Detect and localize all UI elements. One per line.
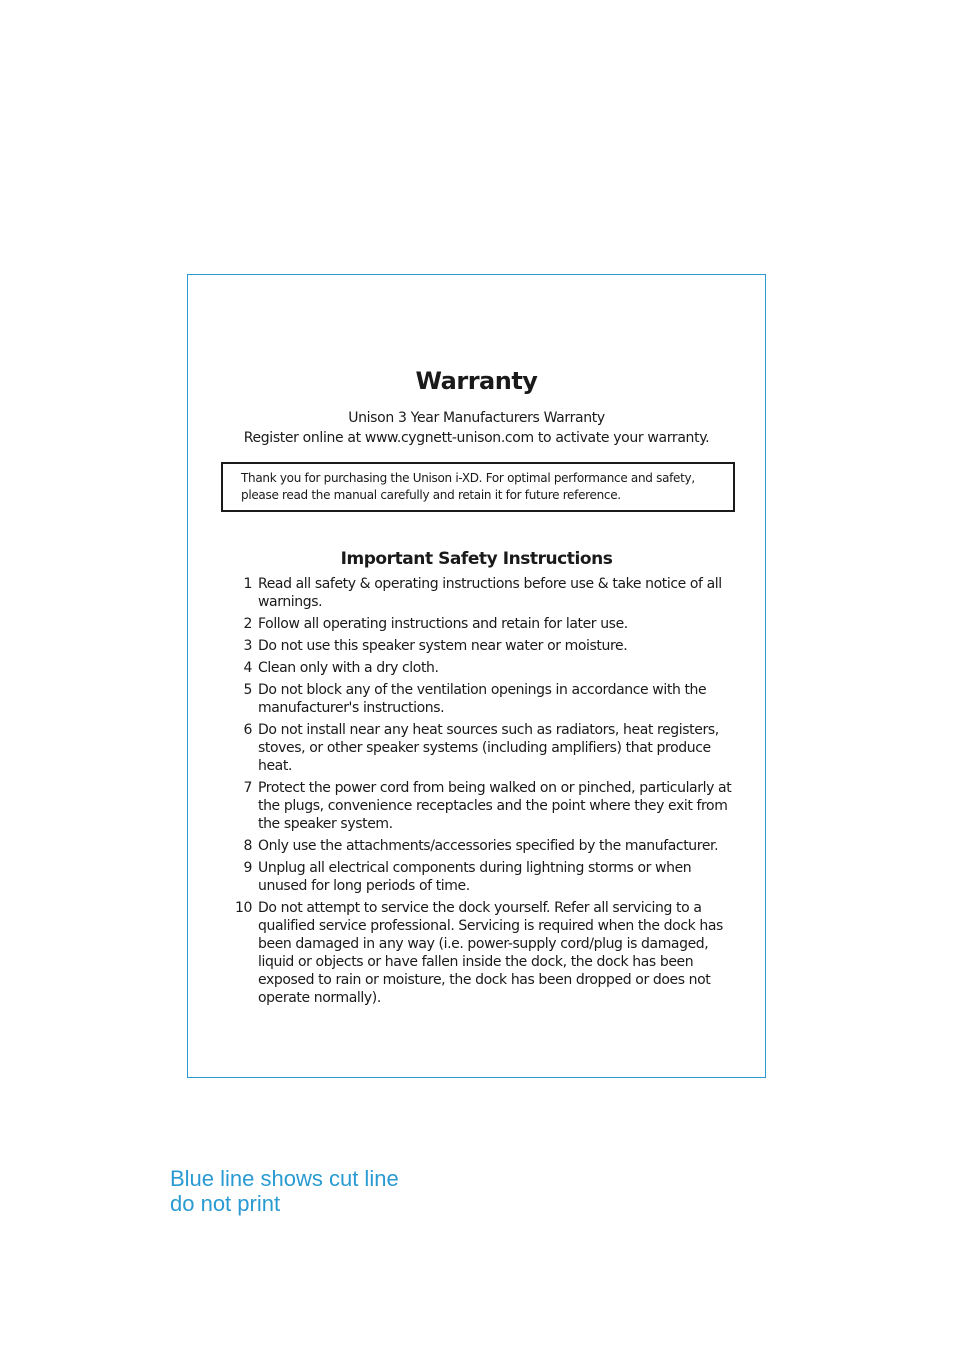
warranty-registration-line: Register online at www.cygnett-unison.com to activate your warranty. xyxy=(243,430,710,446)
list-item-text: Protect the power cord from being walked on or pinched, particularly at the plugs, convenience receptacles and the point where they exit from the speaker system. xyxy=(258,780,732,832)
list-item xyxy=(232,859,737,895)
warranty-subtitle-line-1: Unison 3 Year Manufacturers Warranty xyxy=(348,410,605,426)
list-item-text: Only use the attachments/accessories specified by the manufacturer. xyxy=(258,838,719,854)
list-item-text: Do not block any of the ventilation openings in accordance with the manufacturer's instructions. xyxy=(258,682,707,716)
list-item-text: Unplug all electrical components during lightning storms or when unused for long periods of time. xyxy=(258,860,692,894)
thank-you-notice: Thank you for purchasing the Unison i-XD. For optimal performance and safety, please read the manual carefully and retain it for future reference. xyxy=(221,462,735,512)
list-item-number: 3 xyxy=(243,638,252,654)
list-item xyxy=(232,575,737,611)
page-title: Warranty xyxy=(415,367,538,395)
cut-line-frame xyxy=(187,274,766,1078)
list-item-text: Do not attempt to service the dock yourself. Refer all servicing to a qualified service professional. Servicing is required when the dock has been damaged in any way (i.e. power-supply cord/plug is damaged, liquid or objects or have fallen inside the dock, the dock has been exposed to rain or moisture, the dock has been dropped or does not operate normally). xyxy=(258,900,723,1006)
list-item-number: 7 xyxy=(243,780,252,796)
list-item-number: 5 xyxy=(243,682,252,698)
list-item-number: 2 xyxy=(243,616,252,632)
cut-line-note xyxy=(170,1166,399,1216)
list-item-number: 4 xyxy=(243,660,252,676)
list-item xyxy=(232,681,737,717)
list-item xyxy=(232,637,737,655)
list-item xyxy=(232,659,737,677)
list-item-number: 10 xyxy=(234,900,252,916)
list-item-text: Clean only with a dry cloth. xyxy=(258,660,439,676)
list-item-text: Do not install near any heat sources such as radiators, heat registers, stoves, or other speaker systems (including amplifiers) that produce heat. xyxy=(258,722,719,774)
cut-line-note-line-2: do not print xyxy=(170,1191,281,1216)
list-item xyxy=(232,721,737,775)
list-item-text: Do not use this speaker system near water or moisture. xyxy=(258,638,628,654)
safety-heading: Important Safety Instructions xyxy=(340,549,613,569)
list-item xyxy=(232,899,737,1007)
list-item-number: 6 xyxy=(243,722,252,738)
list-item-text: Read all safety & operating instructions before use & take notice of all warnings. xyxy=(258,576,722,610)
list-item-number: 9 xyxy=(243,860,252,876)
list-item-number: 1 xyxy=(243,576,252,592)
list-item xyxy=(232,615,737,633)
list-item xyxy=(232,779,737,833)
list-item xyxy=(232,837,737,855)
warranty-subtitle xyxy=(188,408,765,448)
safety-instructions-list xyxy=(232,575,737,1011)
list-item-number: 8 xyxy=(243,838,252,854)
cut-line-note-line-1: Blue line shows cut line xyxy=(170,1166,399,1191)
list-item-text: Follow all operating instructions and retain for later use. xyxy=(258,616,628,632)
